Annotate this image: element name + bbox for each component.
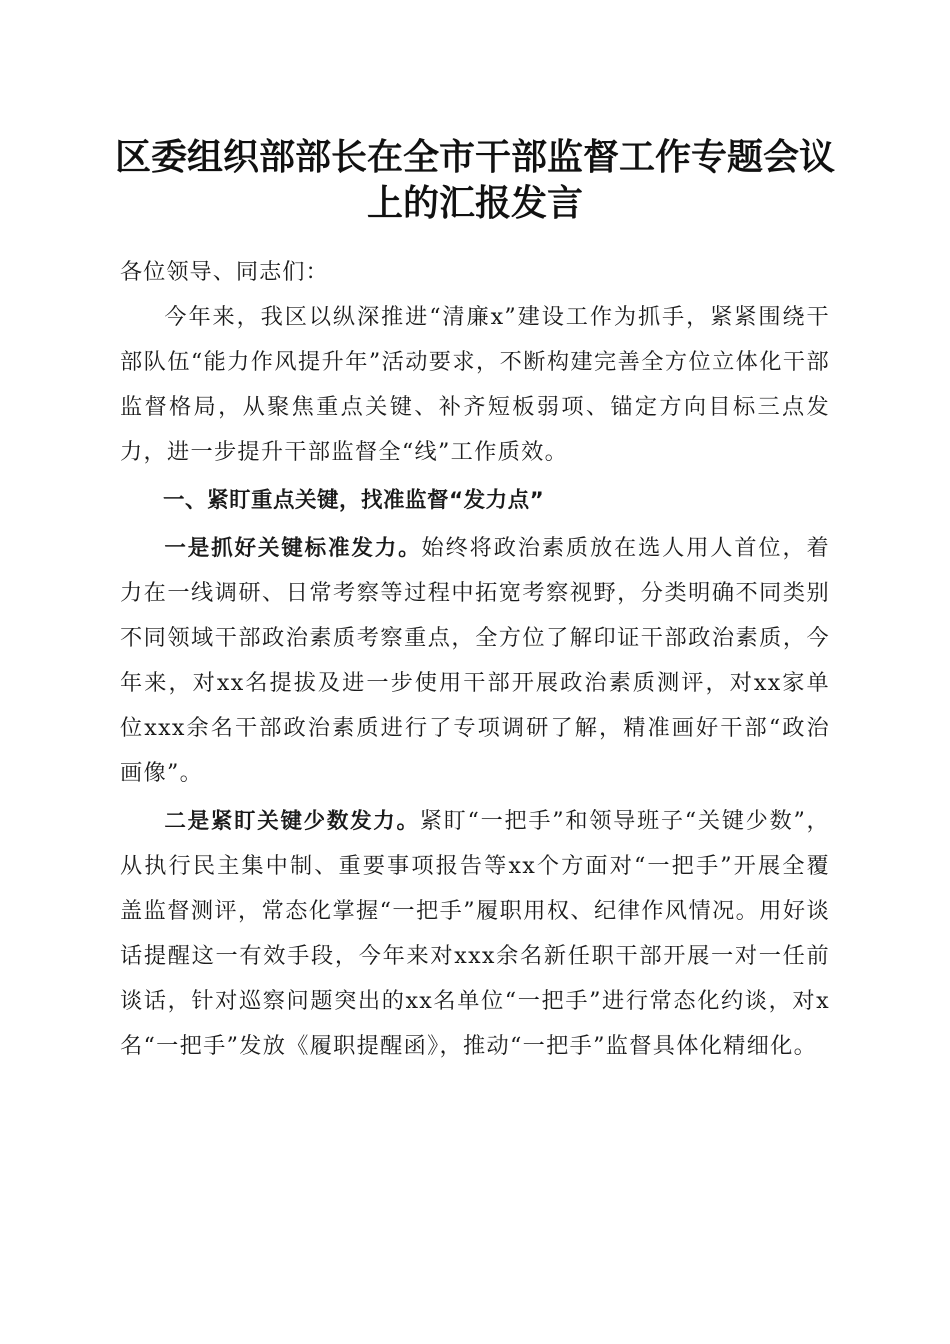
salutation: 各位领导、同志们： (120, 259, 329, 285)
paragraph-2-text: 紧盯“一把手”和领导班子“关键少数”，从执行民主集中制、重要事项报告等xx个方面对“一把手”开展全覆盖监督测评，常态化掌握“一把手”履职用权、纪律作风情况。用好谈话提醒这一有效手段，今年来对xxx余名新任职干部开展一对一任前谈话，针对巡察问题突出的xx名单位“一把手”进行常态化约谈，对x名“一把手”发放《履职提醒函》，推动“一把手”监督具体化精细化。 (120, 808, 830, 1059)
document-body (120, 250, 830, 1069)
paragraph-1 (120, 526, 830, 796)
document-title (100, 134, 850, 226)
title-line-1: 区委组织部部长在全市干部监督工作专题会议 (114, 136, 835, 178)
paragraph-2 (120, 799, 830, 1069)
intro-paragraph: 今年来，我区以纵深推进“清廉x”建设工作为抓手，紧紧围绕干部队伍“能力作风提升年”活动要求，不断构建完善全方位立体化干部监督格局，从聚焦重点关键、补齐短板弱项、锚定方向目标三点发力，进一步提升干部监督全“线”工作质效。 (120, 304, 830, 465)
paragraph-1-text: 始终将政治素质放在选人用人首位，着力在一线调研、日常考察等过程中拓宽考察视野，分类明确不同类别不同领域干部政治素质考察重点，全方位了解印证干部政治素质，今年来，对xx名提拔及进一步使用干部开展政治素质测评，对xx家单位xxx余名干部政治素质进行了专项调研了解，精准画好干部“政治画像”。 (120, 535, 830, 786)
paragraph-1-lead: 一是抓好关键标准发力。 (164, 536, 422, 561)
section-heading-1: 一、紧盯重点关键，找准监督“发力点” (163, 488, 545, 513)
title-line-2: 上的汇报发言 (366, 182, 583, 224)
paragraph-2-lead: 二是紧盯关键少数发力。 (164, 809, 420, 834)
